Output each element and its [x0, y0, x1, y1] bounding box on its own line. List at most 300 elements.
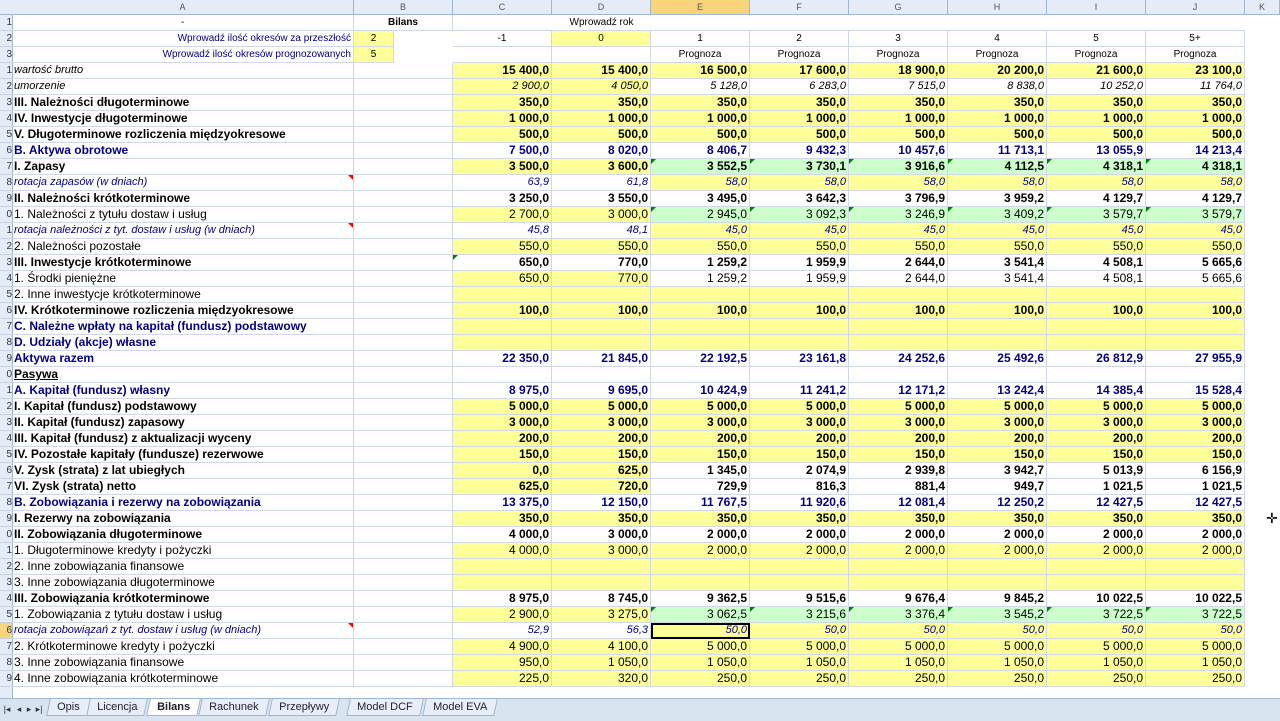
row-number[interactable]: 4: [0, 111, 12, 127]
row-number[interactable]: 3: [0, 255, 12, 271]
value-cell[interactable]: 8 975,0: [453, 591, 552, 607]
row-label[interactable]: I. Rezerwy na zobowiązania: [12, 511, 354, 527]
value-cell[interactable]: 3 092,3: [750, 207, 849, 223]
value-cell[interactable]: 58,0: [750, 175, 849, 191]
value-cell[interactable]: 50,0: [948, 623, 1047, 639]
value-cell[interactable]: 350,0: [453, 95, 552, 111]
value-cell[interactable]: [948, 287, 1047, 303]
spacer-cell[interactable]: [354, 351, 453, 367]
value-cell[interactable]: [651, 367, 750, 383]
value-cell[interactable]: 45,0: [750, 223, 849, 239]
value-cell[interactable]: 100,0: [849, 303, 948, 319]
value-cell[interactable]: 9 432,3: [750, 143, 849, 159]
row-number[interactable]: 9: [0, 351, 12, 367]
spacer-cell[interactable]: [354, 207, 453, 223]
row-label[interactable]: VI. Zysk (strata) netto: [12, 479, 354, 495]
row-label[interactable]: Aktywa razem: [12, 351, 354, 367]
value-cell[interactable]: [552, 559, 651, 575]
column-header-j[interactable]: J: [1146, 0, 1245, 14]
value-cell[interactable]: 2 000,0: [948, 527, 1047, 543]
value-cell[interactable]: 150,0: [750, 447, 849, 463]
row-label[interactable]: IV. Krótkoterminowe rozliczenia międzyokresowe: [12, 303, 354, 319]
row-label[interactable]: V. Długoterminowe rozliczenia międzyokresowe: [12, 127, 354, 143]
spacer-cell[interactable]: [354, 559, 453, 575]
row-label[interactable]: umorzenie: [12, 79, 354, 95]
row-label[interactable]: rotacja zobowiązań z tyt. dostaw i usług (w dniach): [12, 623, 354, 639]
value-cell[interactable]: 11 764,0: [1146, 79, 1245, 95]
value-cell[interactable]: 500,0: [948, 127, 1047, 143]
row-number[interactable]: 9: [0, 671, 12, 687]
row-number[interactable]: 9: [0, 511, 12, 527]
value-cell[interactable]: 9 362,5: [651, 591, 750, 607]
value-cell[interactable]: 550,0: [651, 239, 750, 255]
row-label[interactable]: II. Należności krótkoterminowe: [12, 191, 354, 207]
value-cell[interactable]: 45,0: [849, 223, 948, 239]
value-cell[interactable]: 1 259,2: [651, 271, 750, 287]
value-cell[interactable]: 4 129,7: [1146, 191, 1245, 207]
value-cell[interactable]: 3 600,0: [552, 159, 651, 175]
value-cell[interactable]: 23 100,0: [1146, 63, 1245, 79]
column-header-h[interactable]: H: [948, 0, 1047, 14]
value-cell[interactable]: 48,1: [552, 223, 651, 239]
value-cell[interactable]: 100,0: [948, 303, 1047, 319]
value-cell[interactable]: 1 000,0: [651, 111, 750, 127]
value-cell[interactable]: 3 215,6: [750, 607, 849, 623]
spacer-cell[interactable]: [354, 255, 453, 271]
value-cell[interactable]: 18 900,0: [849, 63, 948, 79]
value-cell[interactable]: 50,0: [651, 623, 750, 639]
header-cell[interactable]: [1146, 15, 1245, 31]
value-cell[interactable]: 350,0: [552, 511, 651, 527]
value-cell[interactable]: 5 665,6: [1146, 255, 1245, 271]
value-cell[interactable]: [750, 575, 849, 591]
value-cell[interactable]: 15 528,4: [1146, 383, 1245, 399]
value-cell[interactable]: 720,0: [552, 479, 651, 495]
row-number[interactable]: 6: [0, 143, 12, 159]
value-cell[interactable]: 7 500,0: [453, 143, 552, 159]
period-input-7[interactable]: 5+: [1146, 31, 1245, 47]
value-cell[interactable]: 5 000,0: [948, 399, 1047, 415]
value-cell[interactable]: [849, 559, 948, 575]
header-cell[interactable]: [1047, 15, 1146, 31]
value-cell[interactable]: 250,0: [1146, 671, 1245, 687]
value-cell[interactable]: 2 000,0: [1146, 543, 1245, 559]
value-cell[interactable]: [948, 319, 1047, 335]
value-cell[interactable]: 45,0: [948, 223, 1047, 239]
value-cell[interactable]: 2 900,0: [453, 607, 552, 623]
value-cell[interactable]: 1 000,0: [750, 111, 849, 127]
row-number[interactable]: 8: [0, 655, 12, 671]
value-cell[interactable]: 1 050,0: [750, 655, 849, 671]
row-number[interactable]: 7: [0, 159, 12, 175]
value-cell[interactable]: 20 200,0: [948, 63, 1047, 79]
row-label[interactable]: 2. Krótkoterminowe kredyty i pożyczki: [12, 639, 354, 655]
spacer-cell[interactable]: [354, 543, 453, 559]
value-cell[interactable]: 4 508,1: [1047, 271, 1146, 287]
value-cell[interactable]: 13 375,0: [453, 495, 552, 511]
value-cell[interactable]: [552, 287, 651, 303]
value-cell[interactable]: 11 241,2: [750, 383, 849, 399]
value-cell[interactable]: 50,0: [849, 623, 948, 639]
sheet-tab-model-dcf[interactable]: [346, 699, 423, 716]
value-cell[interactable]: [1047, 319, 1146, 335]
value-cell[interactable]: 3 642,3: [750, 191, 849, 207]
row-label[interactable]: 2. Należności pozostałe: [12, 239, 354, 255]
row-number[interactable]: 1: [0, 63, 12, 79]
row-label[interactable]: I. Kapitał (fundusz) podstawowy: [12, 399, 354, 415]
spreadsheet-grid[interactable]: [12, 15, 1280, 698]
value-cell[interactable]: 3 552,5: [651, 159, 750, 175]
value-cell[interactable]: 150,0: [1146, 447, 1245, 463]
value-cell[interactable]: 3 250,0: [453, 191, 552, 207]
value-cell[interactable]: 8 838,0: [948, 79, 1047, 95]
value-cell[interactable]: 1 050,0: [948, 655, 1047, 671]
value-cell[interactable]: 10 252,0: [1047, 79, 1146, 95]
value-cell[interactable]: 13 055,9: [1047, 143, 1146, 159]
value-cell[interactable]: 7 515,0: [849, 79, 948, 95]
column-header-c[interactable]: C: [453, 0, 552, 14]
value-cell[interactable]: [552, 575, 651, 591]
spacer-cell[interactable]: [354, 223, 453, 239]
spacer-cell[interactable]: [354, 495, 453, 511]
value-cell[interactable]: 500,0: [453, 127, 552, 143]
value-cell[interactable]: [948, 335, 1047, 351]
row-label[interactable]: 2. Inne inwestycje krótkoterminowe: [12, 287, 354, 303]
row-number[interactable]: 4: [0, 271, 12, 287]
value-cell[interactable]: 58,0: [1047, 175, 1146, 191]
value-cell[interactable]: 3 550,0: [552, 191, 651, 207]
value-cell[interactable]: 0,0: [453, 463, 552, 479]
row-label[interactable]: 3. Inne zobowiązania finansowe: [12, 655, 354, 671]
value-cell[interactable]: 2 945,0: [651, 207, 750, 223]
value-cell[interactable]: 200,0: [1047, 431, 1146, 447]
spacer-cell[interactable]: [354, 655, 453, 671]
value-cell[interactable]: [1146, 319, 1245, 335]
value-cell[interactable]: 320,0: [552, 671, 651, 687]
value-cell[interactable]: 250,0: [849, 671, 948, 687]
row-label[interactable]: II. Zobowiązania długoterminowe: [12, 527, 354, 543]
row-number[interactable]: 3: [0, 415, 12, 431]
value-cell[interactable]: 3 000,0: [651, 415, 750, 431]
value-cell[interactable]: 4 900,0: [453, 639, 552, 655]
value-cell[interactable]: 5 000,0: [1047, 639, 1146, 655]
value-cell[interactable]: 4 318,1: [1047, 159, 1146, 175]
value-cell[interactable]: 9 845,2: [948, 591, 1047, 607]
spacer-cell[interactable]: [354, 591, 453, 607]
value-cell[interactable]: 9 515,6: [750, 591, 849, 607]
period-input-3[interactable]: 2: [750, 31, 849, 47]
value-cell[interactable]: 3 246,9: [849, 207, 948, 223]
row-label[interactable]: D. Udziały (akcje) własne: [12, 335, 354, 351]
prognoza-label[interactable]: Prognoza: [849, 47, 948, 63]
row-number[interactable]: 3: [0, 95, 12, 111]
value-cell[interactable]: 21 600,0: [1047, 63, 1146, 79]
value-cell[interactable]: 350,0: [750, 95, 849, 111]
value-cell[interactable]: 550,0: [948, 239, 1047, 255]
value-cell[interactable]: 200,0: [552, 431, 651, 447]
value-cell[interactable]: 1 000,0: [1047, 111, 1146, 127]
next-sheet-icon[interactable]: ▸: [26, 704, 32, 714]
value-cell[interactable]: 3 000,0: [552, 415, 651, 431]
row-label[interactable]: II. Kapitał (fundusz) zapasowy: [12, 415, 354, 431]
spacer-cell[interactable]: [354, 399, 453, 415]
value-cell[interactable]: 10 022,5: [1047, 591, 1146, 607]
value-cell[interactable]: 550,0: [849, 239, 948, 255]
value-cell[interactable]: 650,0: [453, 271, 552, 287]
value-cell[interactable]: 2 644,0: [849, 271, 948, 287]
spacer-cell[interactable]: [354, 319, 453, 335]
value-cell[interactable]: [1047, 367, 1146, 383]
value-cell[interactable]: [849, 575, 948, 591]
value-cell[interactable]: 150,0: [849, 447, 948, 463]
value-cell[interactable]: 3 000,0: [849, 415, 948, 431]
value-cell[interactable]: 5 000,0: [849, 399, 948, 415]
row-number[interactable]: 3: [0, 47, 12, 63]
row-label[interactable]: rotacja należności z tyt. dostaw i usług (w dniach): [12, 223, 354, 239]
column-header-i[interactable]: I: [1047, 0, 1146, 14]
spacer-cell[interactable]: [354, 575, 453, 591]
period-input-1[interactable]: 0: [552, 31, 651, 47]
value-cell[interactable]: 2 074,9: [750, 463, 849, 479]
value-cell[interactable]: 350,0: [552, 95, 651, 111]
value-cell[interactable]: 52,9: [453, 623, 552, 639]
value-cell[interactable]: 550,0: [1146, 239, 1245, 255]
row-number[interactable]: 7: [0, 319, 12, 335]
value-cell[interactable]: [948, 559, 1047, 575]
value-cell[interactable]: 350,0: [849, 95, 948, 111]
value-cell[interactable]: 50,0: [1146, 623, 1245, 639]
value-cell[interactable]: [1146, 575, 1245, 591]
value-cell[interactable]: 4 112,5: [948, 159, 1047, 175]
value-cell[interactable]: [1146, 559, 1245, 575]
row-label[interactable]: Pasywa: [12, 367, 354, 383]
value-cell[interactable]: [948, 575, 1047, 591]
header-cell[interactable]: [552, 47, 651, 63]
row-number[interactable]: 6: [0, 463, 12, 479]
value-cell[interactable]: 3 409,2: [948, 207, 1047, 223]
row-label[interactable]: wartość brutto: [12, 63, 354, 79]
value-cell[interactable]: 22 350,0: [453, 351, 552, 367]
value-cell[interactable]: 9 676,4: [849, 591, 948, 607]
spacer-cell[interactable]: [354, 431, 453, 447]
row-number[interactable]: 2: [0, 79, 12, 95]
value-cell[interactable]: 350,0: [849, 511, 948, 527]
value-cell[interactable]: 950,0: [453, 655, 552, 671]
row-label[interactable]: IV. Pozostałe kapitały (fundusze) rezerwowe: [12, 447, 354, 463]
value-cell[interactable]: 5 000,0: [750, 399, 849, 415]
value-cell[interactable]: 1 959,9: [750, 255, 849, 271]
spacer-cell[interactable]: [354, 479, 453, 495]
value-cell[interactable]: 350,0: [750, 511, 849, 527]
value-cell[interactable]: 12 427,5: [1047, 495, 1146, 511]
value-cell[interactable]: 10 424,9: [651, 383, 750, 399]
spacer-cell[interactable]: [354, 143, 453, 159]
value-cell[interactable]: 5 000,0: [750, 639, 849, 655]
value-cell[interactable]: 3 722,5: [1146, 607, 1245, 623]
value-cell[interactable]: 2 000,0: [651, 543, 750, 559]
spacer-cell[interactable]: [354, 63, 453, 79]
value-cell[interactable]: 250,0: [651, 671, 750, 687]
value-cell[interactable]: 5 000,0: [1146, 399, 1245, 415]
value-cell[interactable]: 8 020,0: [552, 143, 651, 159]
value-cell[interactable]: 45,0: [651, 223, 750, 239]
value-cell[interactable]: 200,0: [1146, 431, 1245, 447]
value-cell[interactable]: [750, 335, 849, 351]
value-cell[interactable]: 1 000,0: [552, 111, 651, 127]
value-cell[interactable]: 58,0: [1146, 175, 1245, 191]
spacer-cell[interactable]: [354, 127, 453, 143]
value-cell[interactable]: 4 000,0: [453, 527, 552, 543]
row-label[interactable]: B. Aktywa obrotowe: [12, 143, 354, 159]
value-cell[interactable]: 5 013,9: [1047, 463, 1146, 479]
spacer-cell[interactable]: [354, 79, 453, 95]
row-number[interactable]: 0: [0, 367, 12, 383]
row-number[interactable]: 9: [0, 191, 12, 207]
row-label[interactable]: III. Inwestycje krótkoterminowe: [12, 255, 354, 271]
value-cell[interactable]: 1 959,9: [750, 271, 849, 287]
row-number[interactable]: 8: [0, 175, 12, 191]
row-number[interactable]: 2: [0, 31, 12, 47]
value-cell[interactable]: 729,9: [651, 479, 750, 495]
row-number[interactable]: 5: [0, 447, 12, 463]
column-header-a[interactable]: A: [12, 0, 354, 14]
value-cell[interactable]: 10 022,5: [1146, 591, 1245, 607]
value-cell[interactable]: 500,0: [552, 127, 651, 143]
value-cell[interactable]: [651, 559, 750, 575]
row-number[interactable]: 8: [0, 335, 12, 351]
value-cell[interactable]: 4 508,1: [1047, 255, 1146, 271]
value-cell[interactable]: 2 000,0: [651, 527, 750, 543]
spacer-cell[interactable]: [354, 671, 453, 687]
row-label[interactable]: III. Zobowiązania krótkoterminowe: [12, 591, 354, 607]
value-cell[interactable]: 1 259,2: [651, 255, 750, 271]
value-cell[interactable]: 770,0: [552, 255, 651, 271]
period-input-0[interactable]: -1: [453, 31, 552, 47]
value-cell[interactable]: [453, 559, 552, 575]
value-cell[interactable]: 500,0: [750, 127, 849, 143]
value-cell[interactable]: 3 000,0: [750, 415, 849, 431]
spacer-cell[interactable]: [354, 191, 453, 207]
column-header-b[interactable]: B: [354, 0, 453, 14]
value-cell[interactable]: [750, 287, 849, 303]
value-cell[interactable]: 45,8: [453, 223, 552, 239]
value-cell[interactable]: [453, 335, 552, 351]
value-cell[interactable]: 500,0: [651, 127, 750, 143]
value-cell[interactable]: 63,9: [453, 175, 552, 191]
value-cell[interactable]: 3 000,0: [1146, 415, 1245, 431]
value-cell[interactable]: 3 000,0: [1047, 415, 1146, 431]
value-cell[interactable]: 100,0: [1047, 303, 1146, 319]
value-cell[interactable]: 3 000,0: [453, 415, 552, 431]
value-cell[interactable]: [750, 367, 849, 383]
value-cell[interactable]: 550,0: [1047, 239, 1146, 255]
value-cell[interactable]: 4 318,1: [1146, 159, 1245, 175]
value-cell[interactable]: 5 000,0: [552, 399, 651, 415]
value-cell[interactable]: 1 000,0: [948, 111, 1047, 127]
value-cell[interactable]: 225,0: [453, 671, 552, 687]
row-number[interactable]: 4: [0, 591, 12, 607]
value-cell[interactable]: 200,0: [453, 431, 552, 447]
value-cell[interactable]: 350,0: [948, 95, 1047, 111]
value-cell[interactable]: 12 171,2: [849, 383, 948, 399]
prognoza-label[interactable]: Prognoza: [948, 47, 1047, 63]
first-sheet-icon[interactable]: |◂: [3, 704, 11, 714]
value-cell[interactable]: 3 376,4: [849, 607, 948, 623]
value-cell[interactable]: [1047, 559, 1146, 575]
row-label[interactable]: IV. Inwestycje długoterminowe: [12, 111, 354, 127]
spacer-cell[interactable]: [354, 111, 453, 127]
value-cell[interactable]: [1146, 335, 1245, 351]
sheet-tab-licencja[interactable]: [86, 699, 148, 716]
value-cell[interactable]: 3 275,0: [552, 607, 651, 623]
value-cell[interactable]: 150,0: [453, 447, 552, 463]
row-number[interactable]: 1: [0, 15, 12, 31]
row-label[interactable]: rotacja zapasów (w dniach): [12, 175, 354, 191]
row-number[interactable]: 2: [0, 559, 12, 575]
header-cell[interactable]: [651, 15, 750, 31]
value-cell[interactable]: 14 213,4: [1146, 143, 1245, 159]
value-cell[interactable]: 4 129,7: [1047, 191, 1146, 207]
value-cell[interactable]: 3 541,4: [948, 255, 1047, 271]
prognoza-label[interactable]: Prognoza: [651, 47, 750, 63]
spacer-cell[interactable]: [354, 415, 453, 431]
value-cell[interactable]: 12 081,4: [849, 495, 948, 511]
value-cell[interactable]: [1146, 287, 1245, 303]
spacer-cell[interactable]: [354, 383, 453, 399]
value-cell[interactable]: [1047, 335, 1146, 351]
value-cell[interactable]: 11 920,6: [750, 495, 849, 511]
prev-sheet-icon[interactable]: ◂: [16, 704, 22, 714]
value-cell[interactable]: [453, 287, 552, 303]
value-cell[interactable]: 58,0: [849, 175, 948, 191]
spacer-cell[interactable]: [354, 607, 453, 623]
row-number[interactable]: 7: [0, 639, 12, 655]
value-cell[interactable]: 150,0: [552, 447, 651, 463]
row-label[interactable]: I. Zapasy: [12, 159, 354, 175]
value-cell[interactable]: 10 457,6: [849, 143, 948, 159]
value-cell[interactable]: 5 000,0: [651, 399, 750, 415]
header-cell[interactable]: [453, 15, 552, 31]
value-cell[interactable]: 350,0: [651, 95, 750, 111]
value-cell[interactable]: 3 500,0: [453, 159, 552, 175]
row-number[interactable]: 5: [0, 287, 12, 303]
value-cell[interactable]: 1 000,0: [453, 111, 552, 127]
column-header-d[interactable]: D: [552, 0, 651, 14]
value-cell[interactable]: 100,0: [453, 303, 552, 319]
row-label[interactable]: C. Należne wpłaty na kapitał (fundusz) podstawowy: [12, 319, 354, 335]
value-cell[interactable]: 2 000,0: [750, 527, 849, 543]
value-cell[interactable]: 21 845,0: [552, 351, 651, 367]
value-cell[interactable]: 6 156,9: [1146, 463, 1245, 479]
sheet-tab-opis[interactable]: [46, 699, 90, 716]
value-cell[interactable]: 3 722,5: [1047, 607, 1146, 623]
value-cell[interactable]: 250,0: [750, 671, 849, 687]
spacer-cell[interactable]: [354, 639, 453, 655]
value-cell[interactable]: 350,0: [1047, 511, 1146, 527]
header-cell[interactable]: [948, 15, 1047, 31]
value-cell[interactable]: 2 000,0: [750, 543, 849, 559]
value-cell[interactable]: 5 000,0: [849, 639, 948, 655]
sheet-tab-model-eva[interactable]: [422, 699, 498, 716]
value-cell[interactable]: 550,0: [552, 239, 651, 255]
value-cell[interactable]: 200,0: [651, 431, 750, 447]
prognoza-label[interactable]: Prognoza: [1146, 47, 1245, 63]
value-cell[interactable]: 2 644,0: [849, 255, 948, 271]
value-cell[interactable]: 50,0: [1047, 623, 1146, 639]
value-cell[interactable]: 45,0: [1047, 223, 1146, 239]
value-cell[interactable]: 200,0: [750, 431, 849, 447]
header-cell[interactable]: [849, 15, 948, 31]
